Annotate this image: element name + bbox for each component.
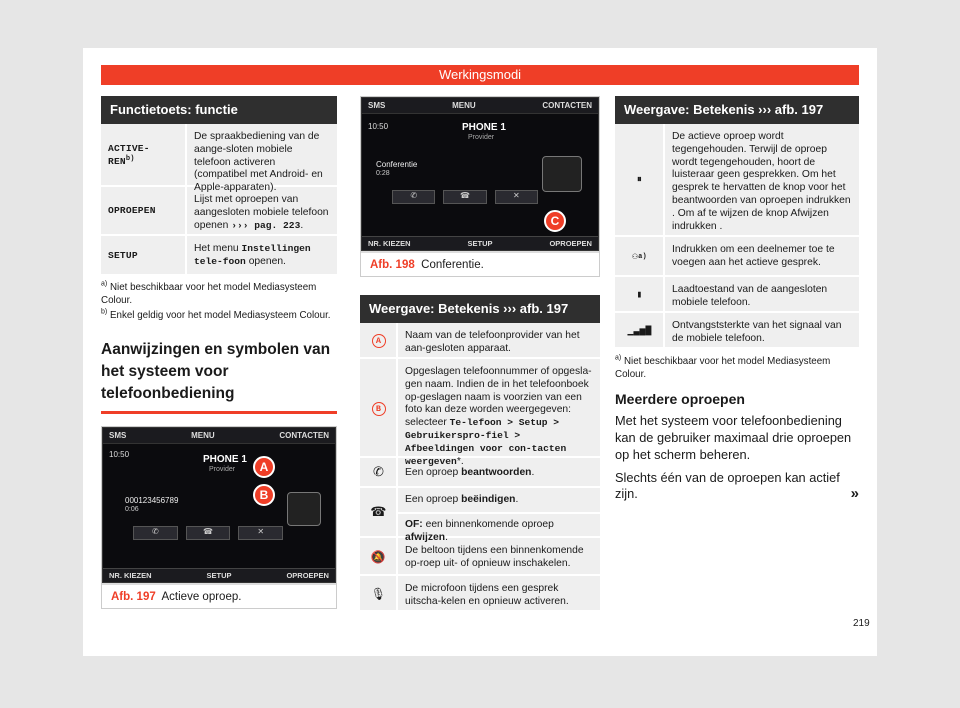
screen-conference: SMS MENU CONTACTEN 10:50 PHONE 1 Provider Conferentie 0:28 ✆ ☎ ✕ NR. KIEZEN SETUP OPROEPEN C bbox=[361, 97, 599, 251]
screen-active-call: SMS MENU CONTACTEN 10:50 PHONE 1 Provider 000123456789 0:06 ✆ ☎ ✕ NR. KIEZEN SETUP OPROEPEN A B bbox=[102, 427, 336, 583]
paragraph: Met het systeem voor telefoonbediening kan de gebruiker maximaal drie oproepen op het scherm beheren. bbox=[615, 413, 852, 462]
display-table-title: Weergave: Betekenis ››› afb. 197 bbox=[360, 295, 600, 323]
figure-caption: Afb. 197 Actieve oproep. bbox=[102, 583, 336, 608]
table-row: ⚇ a) Indrukken om een deelnemer toe te voegen aan het actieve gesprek. bbox=[615, 237, 859, 277]
menu-tab[interactable]: MENU bbox=[452, 101, 476, 110]
marker-a: A bbox=[372, 334, 386, 348]
nr-kiezen-button[interactable]: NR. KIEZEN bbox=[109, 570, 152, 580]
mic-mute-icon[interactable]: ✕ bbox=[495, 190, 538, 204]
footnote-a: $^{a)}$ Niet beschikbaar voor het model Mediasysteem Colour. bbox=[101, 280, 317, 306]
footnote-a: $^{a)}$ Niet beschikbaar voor het model Mediasysteem Colour. bbox=[615, 354, 831, 380]
section-title: Werkingsmodi bbox=[438, 67, 522, 82]
header-band bbox=[101, 65, 859, 85]
subheading: Meerdere oproepen bbox=[615, 391, 745, 408]
add-participant-icon: ⚇ bbox=[632, 250, 639, 262]
figure-caption: Afb. 198 Conferentie. bbox=[361, 251, 599, 276]
key-oproepen: OPROEPEN bbox=[101, 187, 187, 234]
mic-mute-icon[interactable]: ✕ bbox=[238, 526, 283, 540]
phone-hangup-icon[interactable]: ☎ bbox=[443, 190, 486, 204]
phone-hangup-icon: ☎ bbox=[360, 488, 398, 536]
sms-tab[interactable]: SMS bbox=[109, 430, 127, 440]
table-row: ▮ Laadtoestand van de aangesloten mobiele telefoon. bbox=[615, 277, 859, 313]
nr-kiezen-button[interactable]: NR. KIEZEN bbox=[368, 239, 411, 248]
bell-mute-icon: 🔕 bbox=[360, 538, 398, 574]
oproepen-button[interactable]: OPROEPEN bbox=[286, 570, 329, 580]
phone-answer-icon[interactable]: ✆ bbox=[392, 190, 435, 204]
table-row: A Naam van de telefoonprovider van het aan-gesloten apparaat. bbox=[360, 323, 600, 359]
table-row: 🔕 De beltoon tijdens een binnenkomende op-roep uit- of opnieuw inschakelen. bbox=[360, 538, 600, 576]
phone-hangup-icon[interactable]: ☎ bbox=[186, 526, 231, 540]
contacts-tab[interactable]: CONTACTEN bbox=[279, 430, 329, 440]
footnote-b: $^{b)}$ Enkel geldig voor het model Mediasysteem Colour. bbox=[101, 308, 331, 322]
setup-button[interactable]: SETUP bbox=[206, 570, 232, 580]
continue-marker: » bbox=[850, 485, 859, 503]
page-reference[interactable]: ››› pag. 223 bbox=[231, 219, 301, 231]
marker-b: B bbox=[372, 402, 386, 416]
table-row: ☎ Een oproep beëindigen. OF: een binnenkomende oproep afwijzen. bbox=[360, 488, 600, 538]
battery-icon: ▮ bbox=[615, 277, 665, 311]
table-row: OPROEPEN Lijst met oproepen van aangesloten mobiele telefoon openen ››› pag. 223. bbox=[101, 187, 337, 236]
sms-tab[interactable]: SMS bbox=[368, 101, 386, 110]
table-row: SETUP Het menu Instellingen tele-foon openen. bbox=[101, 236, 337, 276]
signal-icon: ▁▃▅▇ bbox=[615, 313, 665, 347]
right-column bbox=[615, 96, 859, 503]
conference-photo bbox=[542, 156, 582, 192]
paragraph: Slechts één van de oproepen kan actief zijn. » bbox=[615, 469, 859, 503]
menu-tab[interactable]: MENU bbox=[191, 430, 215, 440]
figure-198 bbox=[360, 96, 600, 277]
setup-button[interactable]: SETUP bbox=[467, 239, 493, 248]
left-column bbox=[101, 96, 337, 609]
contact-photo bbox=[287, 492, 321, 526]
middle-column bbox=[360, 96, 600, 612]
function-table-title: Functietoets: functie bbox=[101, 96, 337, 124]
page-number: 219 bbox=[853, 618, 870, 629]
page bbox=[83, 48, 877, 656]
table-row: ⏸ De actieve oproep wordt tegengehouden. Terwijl de oproep wordt tegengehouden, hoort de luisteraar geen gesprekken. Om het gesprek te hervatten de knop voor het beantwoorden van oproepen indrukken . Om af te wijzen de knop Afwijzen indrukken . bbox=[615, 124, 859, 237]
hold-icon: ⏸ bbox=[615, 124, 665, 235]
mic-mute-icon: 🎙 bbox=[360, 576, 398, 610]
phone-answer-icon: ✆ bbox=[360, 458, 398, 486]
table-row: 🎙 De microfoon tijdens een gesprek uitscha-kelen en opnieuw activeren. bbox=[360, 576, 600, 612]
key-activeren: ACTIVE- bbox=[108, 142, 150, 154]
contacts-tab[interactable]: CONTACTEN bbox=[542, 101, 592, 110]
figure-197 bbox=[101, 426, 337, 609]
display-table-title-2: Weergave: Betekenis ››› afb. 197 bbox=[615, 96, 859, 124]
callout-b: B bbox=[253, 484, 275, 506]
phone-answer-icon[interactable]: ✆ bbox=[133, 526, 178, 540]
key-setup: SETUP bbox=[101, 236, 187, 274]
callout-a: A bbox=[253, 456, 275, 478]
table-row: ACTIVE- REN$^{b)}$ De spraakbediening van de aange-sloten mobiele telefoon activeren (compatibel met Android- en Apple-apparaten). bbox=[101, 124, 337, 187]
oproepen-button[interactable]: OPROEPEN bbox=[549, 239, 592, 248]
table-row: ▁▃▅▇ Ontvangststerkte van het signaal van de mobiele telefoon. bbox=[615, 313, 859, 349]
table-row: ✆ Een oproep beantwoorden. bbox=[360, 458, 600, 488]
table-row: B Opgeslagen telefoonnummer of opgesla-gen naam. Indien de in het telefoonboek op-geslagen naam is voorzien van een foto kan deze worden weergegeven: selecteer Te-lefoon > Setup > Gebruikerspro-fiel > Afbeeldingen voor con-tacten weergeven*. bbox=[360, 359, 600, 458]
section-heading: Aanwijzingen en symbolen van het systeem voor telefoonbediening bbox=[101, 339, 337, 414]
callout-c: C bbox=[544, 210, 566, 232]
